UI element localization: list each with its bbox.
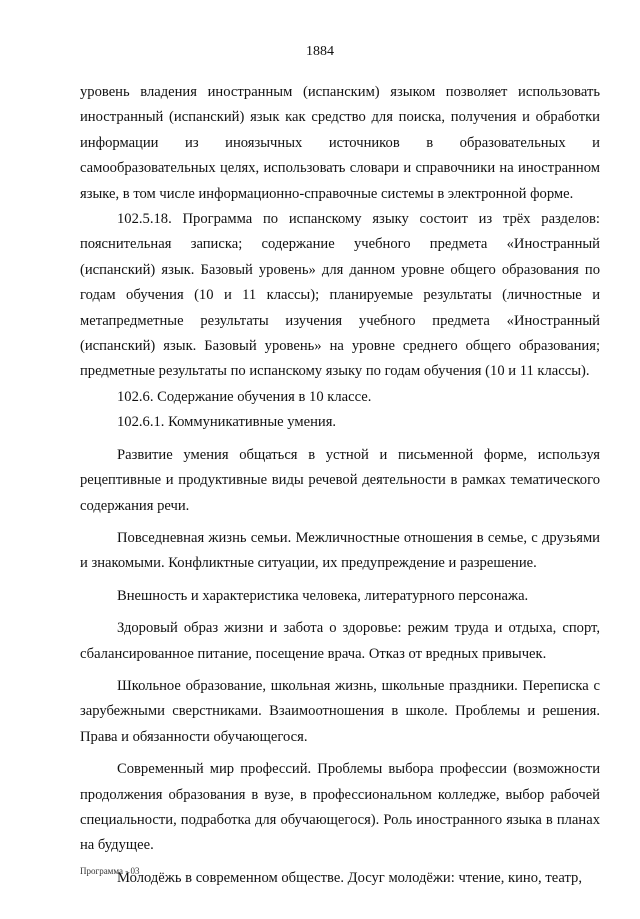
subsection-heading-communicative-skills: 102.6.1. Коммуникативные умения.: [117, 414, 337, 431]
page-footer: Программа - 03: [80, 866, 140, 876]
document-body: [80, 80, 600, 891]
paragraph-appearance: Внешность и характеристика человека, литературного персонажа.: [117, 587, 529, 604]
section-heading-grade-10: 102.6. Содержание обучения в 10 классе.: [117, 388, 372, 405]
paragraph-healthy-lifestyle: Здоровый образ жизни и забота о здоровье: режим труда и отдыха, спорт, сбалансированное питание, посещение врача. Отказ от вредных привычек.: [80, 620, 600, 662]
paragraph-professions: Современный мир профессий. Проблемы выбора профессии (возможности продолжения образования в вузе, в профессиональном колледже, выбор рабочей специальности, подработка для обучающегося). Роль иностранного языка в планах на будущее.: [80, 761, 600, 854]
paragraph-speech-development: Развитие умения общаться в устной и письменной форме, используя рецептивные и продуктивные виды речевой деятельности в рамках тематического содержания речи.: [80, 446, 600, 514]
paragraph-program-structure: 102.5.18. Программа по испанскому языку состоит из трёх разделов: пояснительная записка; содержание учебного предмета «Иностранный (испанский) язык. Базовый уровень» для данном уровне общего образования по годам обучения (10 и 11 классы); планируемые результаты (личностные и метапредметные результаты изучения учебного предмета «Иностранный (испанский) язык. Базовый уровень» на уровне среднего общего образования; предметные результаты по испанскому языку по годам обучения (10 и 11 классы).: [80, 211, 600, 380]
paragraph-language-use: уровень владения иностранным (испанским) языком позволяет использовать иностранный (испанский) язык как средство для поиска, получения и обработки информации из иноязычных источников в образовательных и самообразовательных целях, использовать словари и справочники на иностранном языке, в том числе информационно-справочные системы в электронной форме.: [80, 84, 600, 202]
paragraph-youth: Молодёжь в современном обществе. Досуг молодёжи: чтение, кино, театр,: [117, 869, 582, 886]
page-number: 1884: [306, 44, 334, 59]
paragraph-family-life: Повседневная жизнь семьи. Межличностные отношения в семье, с друзьями и знакомыми. Конфликтные ситуации, их предупреждение и разрешение.: [80, 529, 600, 572]
paragraph-school-education: Школьное образование, школьная жизнь, школьные праздники. Переписка с зарубежными сверстниками. Взаимоотношения в школе. Проблемы и решения. Права и обязанности обучающегося.: [80, 677, 600, 745]
